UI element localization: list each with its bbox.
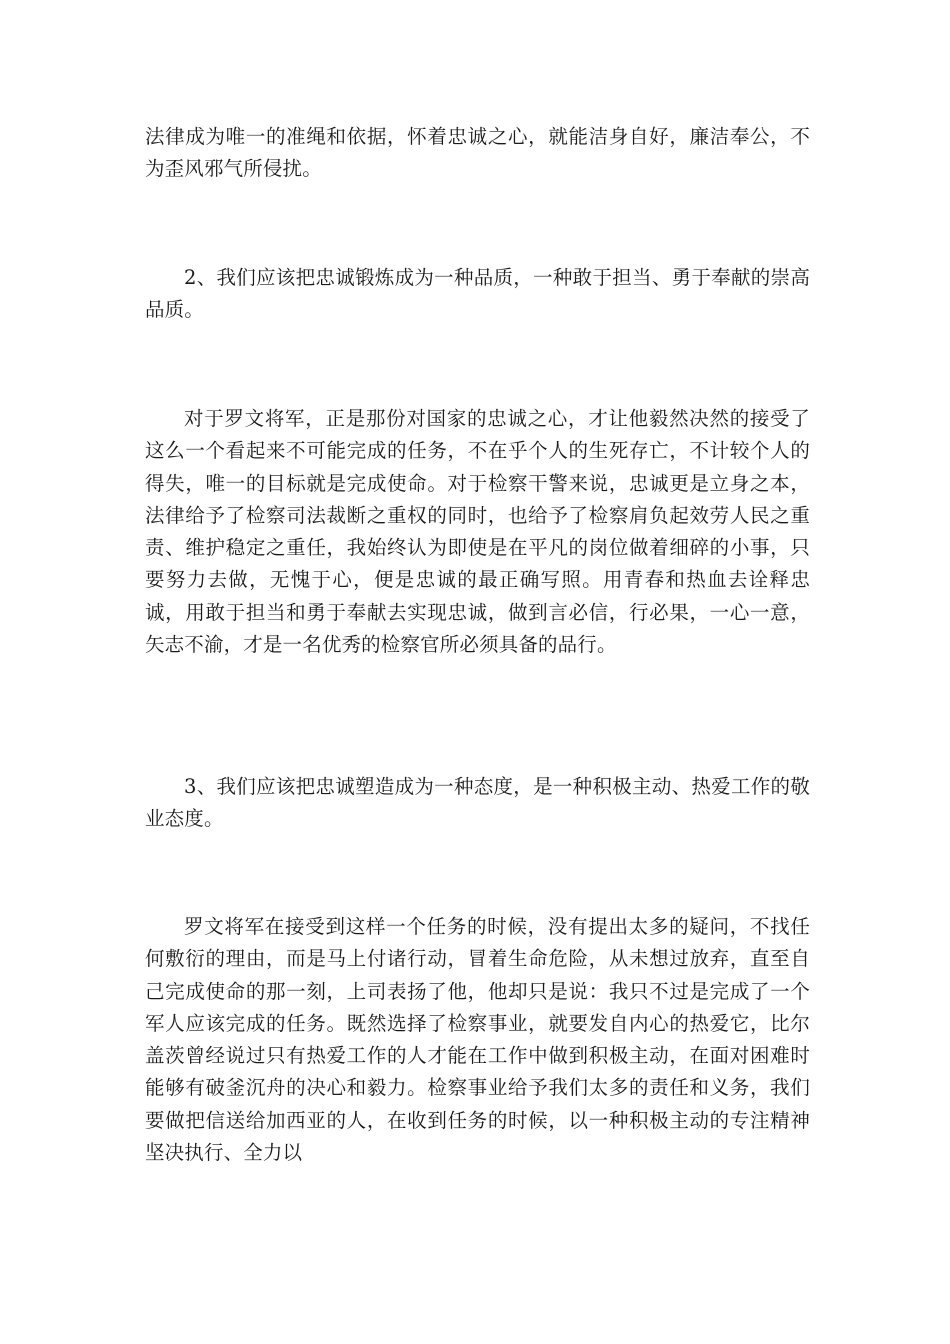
paragraph-point-2-heading: 2、我们应该把忠诚锻炼成为一种品质，一种敢于担当、勇于奉献的崇高品质。 bbox=[145, 266, 810, 322]
paragraph-continuation: 法律成为唯一的准绳和依据，怀着忠诚之心，就能洁身自好，廉洁奉公，不为歪风邪气所侵扰。 bbox=[145, 125, 810, 181]
paragraph-point-3-heading: 3、我们应该把忠诚塑造成为一种态度，是一种积极主动、热爱工作的敬业态度。 bbox=[145, 775, 810, 831]
paragraph-point-3-body: 罗文将军在接受到这样一个任务的时候，没有提出太多的疑问，不找任何敷衍的理由，而是马上付诸行动，冒着生命危险，从未想过放弃，直至自己完成使命的那一刻，上司表扬了他，他却只是说：我只不过是完成了一个军人应该完成的任务。既然选择了检察事业，就要发自内心的热爱它，比尔盖茨曾经说过只有热爱工作的人才能在工作中做到积极主动，在面对困难时能够有破釜沉舟的决心和毅力。检察事业给予我们太多的责任和义务，我们要做把信送给加西亚的人，在收到任务的时候，以一种积极主动的专注精神坚决执行、全力以 bbox=[145, 915, 810, 1165]
paragraph-point-2-body: 对于罗文将军，正是那份对国家的忠诚之心，才让他毅然决然的接受了这么一个看起来不可能完成的任务，不在乎个人的生死存亡，不计较个人的得失，唯一的目标就是完成使命。对于检察干警来说，忠诚更是立身之本，法律给予了检察司法裁断之重权的同时，也给予了检察肩负起效劳人民之重责、维护稳定之重任，我始终认为即使是在平凡的岗位做着细碎的小事，只要努力去做，无愧于心，便是忠诚的最正确写照。用青春和热血去诠释忠诚，用敢于担当和勇于奉献去实现忠诚，做到言必信，行必果，一心一意，矢志不渝，才是一名优秀的检察官所必须具备的品行。 bbox=[145, 407, 810, 657]
